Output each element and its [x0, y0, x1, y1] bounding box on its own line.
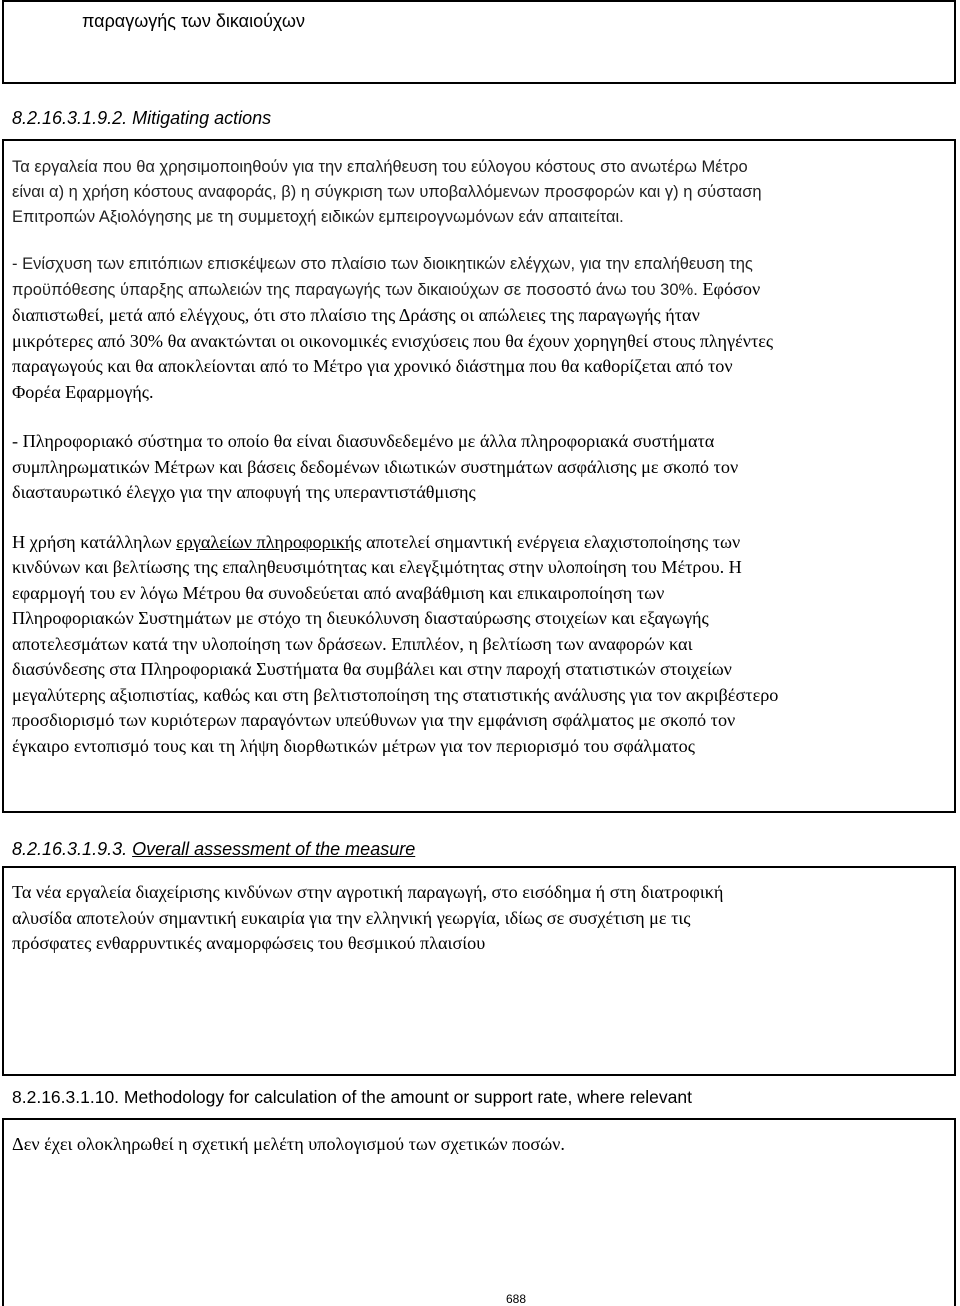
methodology-content [12, 1132, 948, 1158]
mitigating-heading-text: 8.2.16.3.1.9.2. Mitigating actions [12, 108, 272, 128]
text-line: Επιτροπών Αξιολόγησης με τη συμμετοχή ειδικών εμπειρογνωμόνων εάν απαιτείται. [12, 208, 624, 226]
text-line: Πληροφοριακών Συστημάτων με στόχο τη διευκόλυνση διασταύρωσης στοιχείων και εξαγωγής [12, 608, 709, 628]
page-number: 688 [505, 1292, 527, 1306]
text-segment: αποτελεί σημαντική ενέργεια ελαχιστοποίησης των [361, 531, 741, 552]
methodology-box [2, 1118, 956, 1306]
it-tools-paragraph [12, 530, 948, 760]
text-line: διαπιστωθεί, μετά από ελέγχους, ότι στο πλαίσιο της Δράσης οι απώλειες της παραγωγής ήταν [12, 305, 700, 325]
mitigating-actions-heading [12, 107, 271, 129]
text-line: προσδιορισμό των κυριότερων παραγόντων υπεύθυνων για την εμφάνιση σφάλματος με σκοπό τον [12, 710, 736, 730]
text-line: αποτελεσμάτων κατά την υλοποίηση των δράσεων. Επιπλέον, η βελτίωση των αναφορών και [12, 633, 693, 654]
text-line: Τα εργαλεία που θα χρησιμοποιηθούν για την επαλήθευση του εύλογου κόστους στο ανωτέρω Μέτρο [12, 158, 748, 176]
field-visits-paragraph [12, 252, 948, 405]
text-line: κινδύνων και βελτίωσης της επαληθευσιμότητας και ελεγξιμότητας στην υλοποίηση του Μέτρου. Η [12, 557, 742, 577]
text-segment: προϋπόθεσης ύπαρξης απωλειών της παραγωγής των δικαιούχων σε ποσοστό άνω του 30%. [12, 281, 698, 299]
overall-heading-number: 8.2.16.3.1.9.3. [12, 839, 133, 859]
text-line: διασταυρωτικό έλεγχο για την αποφυγή της υπεραντιστάθμισης [12, 482, 476, 502]
continued-section-box [2, 0, 956, 84]
text-line: Φορέα Εφαρμογής. [12, 381, 154, 402]
text-line: συμπληρωματικών Μέτρων και βάσεις δεδομένων ιδιωτικών συστημάτων ασφάλισης με σκοπό τον [12, 456, 739, 477]
text-line: Τα νέα εργαλεία διαχείρισης κινδύνων στην αγροτική παραγωγή, στο εισόδημα ή στη διατροφική [12, 882, 724, 902]
text-line: πρόσφατες ενθαρρυντικές αναμορφώσεις του θεσμικού πλαισίου [12, 933, 486, 953]
overall-assessment-heading [12, 838, 415, 860]
information-system-paragraph [12, 429, 948, 506]
overall-content [12, 880, 948, 957]
methodology-heading: 8.2.16.3.1.10. Methodology for calculation of the amount or support rate, where relevant [12, 1087, 692, 1107]
text-line-mixed [12, 277, 948, 303]
text-segment: Εφόσον [697, 279, 761, 299]
text-line: - Ενίσχυση των επιτόπιων επισκέψεων στο πλαίσιο των διοικητικών ελέγχων, για την επαλήθευση της [12, 255, 753, 273]
text-line: έγκαιρο εντοπισμό τους και τη λήψη διορθωτικών μέτρων για τον περιορισμό του σφάλματος [12, 735, 695, 756]
text-line: Δεν έχει ολοκληρωθεί η σχετική μελέτη υπολογισμού των σχετικών ποσών. [12, 1134, 565, 1154]
text-line: - Πληροφοριακό σύστημα το οποίο θα είναι διασυνδεδεμένο με άλλα πληροφοριακά συστήματα [12, 431, 715, 451]
mitigating-actions-box [2, 139, 956, 813]
text-segment: Η χρήση κατάλληλων [12, 531, 177, 552]
overall-assessment-box [2, 866, 956, 1076]
text-line-mixed [12, 530, 948, 556]
text-line: παραγωγούς και θα αποκλείονται από το Μέτρο για χρονικό διάστημα που θα καθορίζεται από τον [12, 356, 733, 376]
text-line: εφαρμογή του εν λόγω Μέτρου θα συνοδεύεται από αναβάθμιση και επικαιροποίηση των [12, 582, 665, 603]
continued-text: παραγωγής των δικαιούχων [82, 11, 305, 31]
text-line: είναι α) η χρήση κόστους αναφοράς, β) η σύγκριση των υποβαλλόμενων προσφορών και γ) η σύσταση [12, 183, 762, 201]
intro-paragraph [12, 155, 948, 230]
text-line: μικρότερες από 30% θα ανακτώνται οι οικονομικές ενισχύσεις που θα έχουν χορηγηθεί στους πληγέντες [12, 330, 774, 351]
overall-heading-title: Overall assessment of the measure [132, 839, 416, 859]
text-line: μεγαλύτερης αξιοπιστίας, καθώς και στη βελτιστοποίηση της στατιστικής ανάλυσης για τον ακριβέστερο [12, 684, 779, 705]
mitigating-content [12, 155, 948, 759]
text-line: διασύνδεσης στα Πληροφοριακά Συστήματα θα συμβάλει και στην παροχή στατιστικών στοιχείων [12, 659, 732, 679]
text-line: αλυσίδα αποτελούν σημαντική ευκαιρία για την ελληνική γεωργία, ιδίως σε συσχέτιση με τις [12, 907, 691, 928]
it-tools-keyword: εργαλείων πληροφορικής [176, 531, 362, 552]
